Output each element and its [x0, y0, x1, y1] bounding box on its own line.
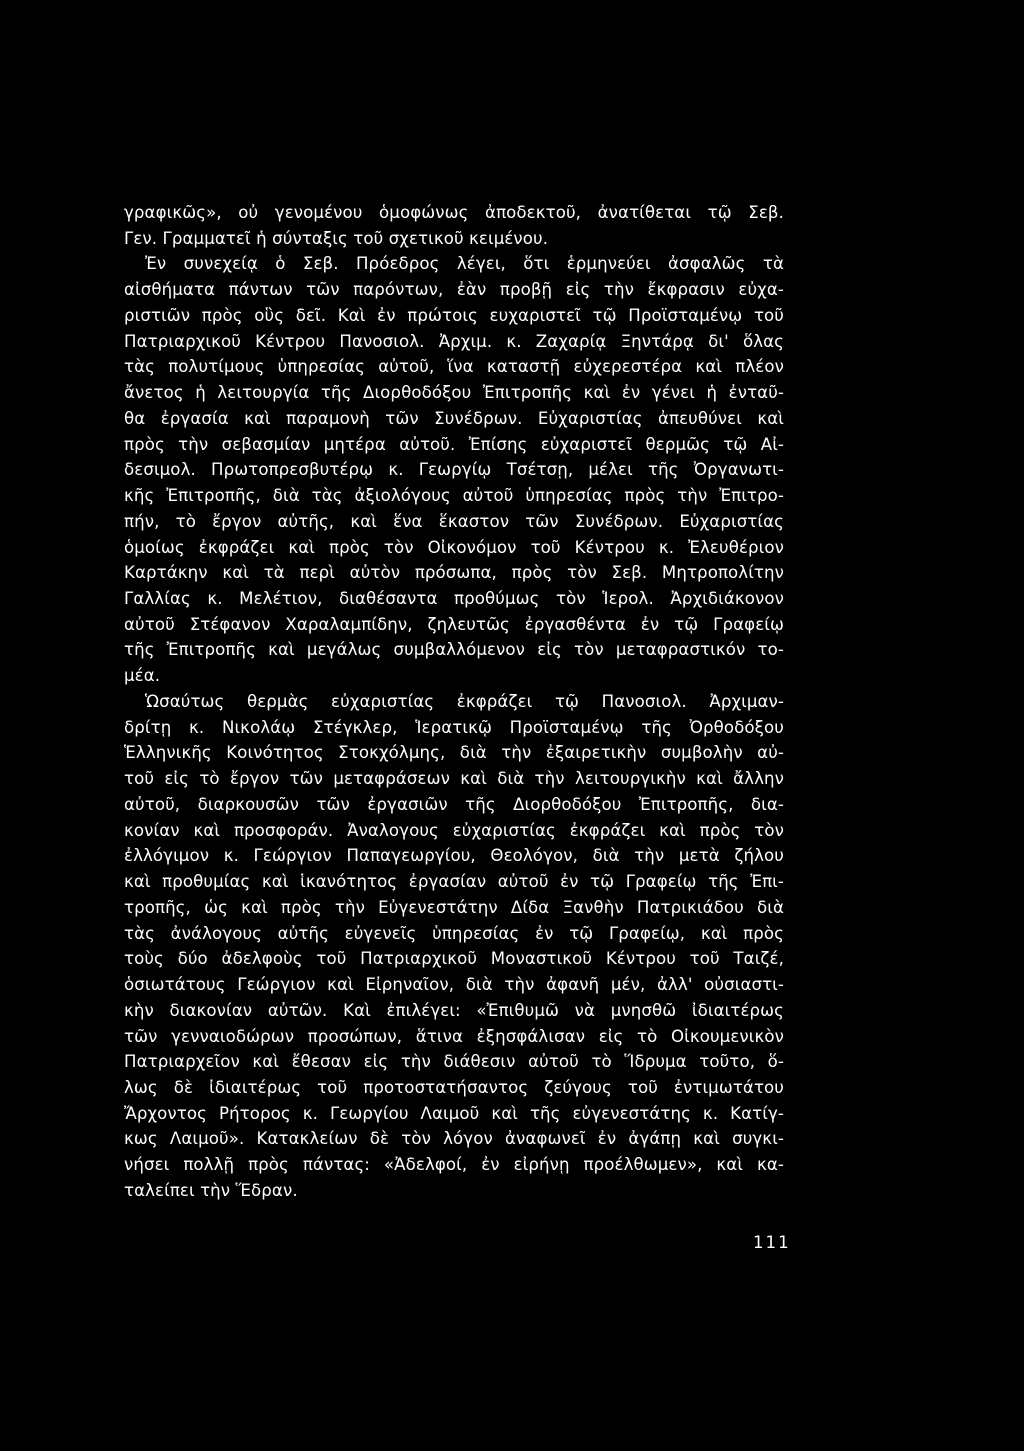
text-line: τῶν γενναιοδώρων προσώπων, ἅτινα ἐξησφάλισαν εἰς τὸ Οἰκουμενικὸν [124, 1026, 784, 1046]
text-line: μέα. [124, 666, 161, 686]
text-line: ριστιῶν πρὸς οὓς δεῖ. Καὶ ἐν πρώτοις ευχαριστεῖ τῷ Προϊσταμένῳ τοῦ [124, 305, 784, 325]
text-line: Πατριαρχικοῦ Κέντρου Πανοσιολ. Ἀρχιμ. κ. Ζαχαρίᾳ Ξηντάρᾳ δι' ὅλας [124, 331, 784, 351]
text-line: Καρτάκην καὶ τὰ περὶ αὐτὸν πρόσωπα, πρὸς τὸν Σεβ. Μητροπολίτην [124, 563, 784, 583]
text-line: αὐτοῦ, διαρκουσῶν τῶν ἐργασιῶν τῆς Διορθοδόξου Ἐπιτροπῆς, δια- [124, 794, 784, 814]
text-line: ὁμοίως ἐκφράζει καὶ πρὸς τὸν Οἰκονόμον τοῦ Κέντρου κ. Ἐλευθέριον [124, 537, 784, 557]
text-line: θα ἐργασία καὶ παραμονὴ τῶν Συνέδρων. Εὐχαριστίας ἀπευθύνει καὶ [124, 408, 784, 428]
text-line: γραφικῶς», οὐ γενομένου ὁμοφώνως ἀποδεκτοῦ, ἀνατίθεται τῷ Σεβ. [124, 203, 784, 222]
text-line: ἐλλόγιμον κ. Γεώργιον Παπαγεωργίου, Θεολόγον, διὰ τὴν μετὰ ζήλου [124, 846, 784, 866]
text-line: αὐτοῦ Στέφανον Χαραλαμπίδην, ζηλευτῶς ἐργασθέντα ἐν τῷ Γραφείῳ [124, 614, 784, 634]
text-line: αἰσθήματα πάντων τῶν παρόντων, ἐὰν προβῇ εἰς τὴν ἔκφρασιν εὐχα- [124, 280, 784, 300]
text-line: κως Λαιμοῦ». Κατακλείων δὲ τὸν λόγον ἀναφωνεῖ ἐν ἀγάπῃ καὶ συγκι- [124, 1129, 784, 1149]
text-line: δρίτῃ κ. Νικολάῳ Στέγκλερ, Ἱερατικῷ Προϊσταμένῳ τῆς Ὀρθοδόξου [124, 717, 784, 737]
text-line: τὰς πολυτίμους ὑπηρεσίας αὐτοῦ, ἵνα καταστῇ εὐχερεστέρα καὶ πλέον [124, 357, 784, 377]
text-line: Πατριαρχεῖον καὶ ἔθεσαν εἰς τὴν διάθεσιν αὐτοῦ τὸ Ἵδρυμα τοῦτο, ὅ- [124, 1052, 784, 1072]
text-line: τοὺς δύο ἀδελφοὺς τοῦ Πατριαρχικοῦ Μοναστικοῦ Κέντρου τοῦ Ταιζέ, [124, 949, 784, 969]
text-line: Ἄρχοντος Ρήτορος κ. Γεωργίου Λαιμοῦ καὶ τῆς εὐγενεστάτης κ. Κατίγ- [124, 1103, 784, 1123]
text-line: Ἐν συνεχείᾳ ὁ Σεβ. Πρόεδρος λέγει, ὅτι ἑρμηνεύει ἀσφαλῶς τὰ [145, 254, 784, 274]
text-line: τῆς Ἐπιτροπῆς καὶ μεγάλως συμβαλλόμενον εἰς τὸν μεταφραστικόν το- [124, 640, 784, 660]
text-line: νήσει πολλῇ πρὸς πάντας: «Ἀδελφοί, ἐν εἰρήνῃ προέλθωμεν», καὶ κα- [124, 1155, 784, 1175]
text-line: ταλείπει τὴν Ἕδραν. [124, 1180, 298, 1200]
text-line: Γαλλίας κ. Μελέτιον, διαθέσαντα προθύμως τὸν Ἱερολ. Ἀρχιδιάκονον [124, 589, 784, 609]
page-number: 111 [753, 1233, 791, 1252]
text-line: πρὸς τὴν σεβασμίαν μητέρα αὐτοῦ. Ἐπίσης εὐχαριστεῖ θερμῶς τῷ Αἰ- [124, 434, 784, 454]
text-line: Γεν. Γραμματεῖ ἡ σύνταξις τοῦ σχετικοῦ κειμένου. [124, 228, 549, 248]
text-line: ὁσιωτάτους Γεώργιον καὶ Εἰρηναῖον, διὰ τὴν ἀφανῆ μέν, ἀλλ' οὐσιαστι- [124, 975, 784, 995]
text-line: λως δὲ ἰδιαιτέρως τοῦ προτοστατήσαντος ζεύγους τοῦ ἐντιμωτάτου [124, 1077, 784, 1097]
text-line: καὶ προθυμίας καὶ ἱκανότητος ἐργασίαν αὐτοῦ ἐν τῷ Γραφείῳ τῆς Ἐπι- [124, 872, 784, 892]
text-line: κὴν διακονίαν αὐτῶν. Καὶ ἐπιλέγει: «Ἐπιθυμῶ νὰ μνησθῶ ἰδιαιτέρως [124, 1000, 784, 1020]
text-line: κῆς Ἐπιτροπῆς, διὰ τὰς ἀξιολόγους αὐτοῦ ὑπηρεσίας πρὸς τὴν Ἐπιτρο- [124, 486, 784, 506]
text-line: Ὡσαύτως θερμὰς εὐχαριστίας ἐκφράζει τῷ Πανοσιολ. Ἀρχιμαν- [145, 691, 784, 711]
text-line: κονίαν καὶ προσφοράν. Ἀναλογους εὐχαριστίας ἐκφράζει καὶ πρὸς τὸν [124, 820, 784, 840]
text-line: τὰς ἀνάλογους αὐτῆς εὐγενεῖς ὑπηρεσίας ἐν τῷ Γραφείῳ, καὶ πρὸς [124, 923, 784, 943]
document-body [124, 200, 784, 1204]
text-line: ἄνετος ἡ λειτουργία τῆς Διορθοδόξου Ἐπιτροπῆς καὶ ἐν γένει ἡ ἐνταῦ- [124, 383, 784, 403]
text-line: τοῦ εἰς τὸ ἔργον τῶν μεταφράσεων καὶ διὰ τὴν λειτουργικὴν καὶ ἄλλην [124, 769, 784, 789]
text-line: τροπῆς, ὡς καὶ πρὸς τὴν Εὐγενεστάτην Δίδα Ξανθὴν Πατρικιάδου διὰ [124, 897, 784, 917]
text-line: πήν, τὸ ἔργον αὐτῆς, καὶ ἕνα ἕκαστον τῶν Συνέδρων. Εὐχαριστίας [124, 511, 784, 531]
text-line: δεσιμολ. Πρωτοπρεσβυτέρῳ κ. Γεωργίῳ Τσέτσῃ, μέλει τῆς Ὀργανωτι- [124, 460, 784, 480]
text-line: Ἑλληνικῆς Κοινότητος Στοκχόλμης, διὰ τὴν ἐξαιρετικὴν συμβολὴν αὐ- [124, 743, 784, 763]
